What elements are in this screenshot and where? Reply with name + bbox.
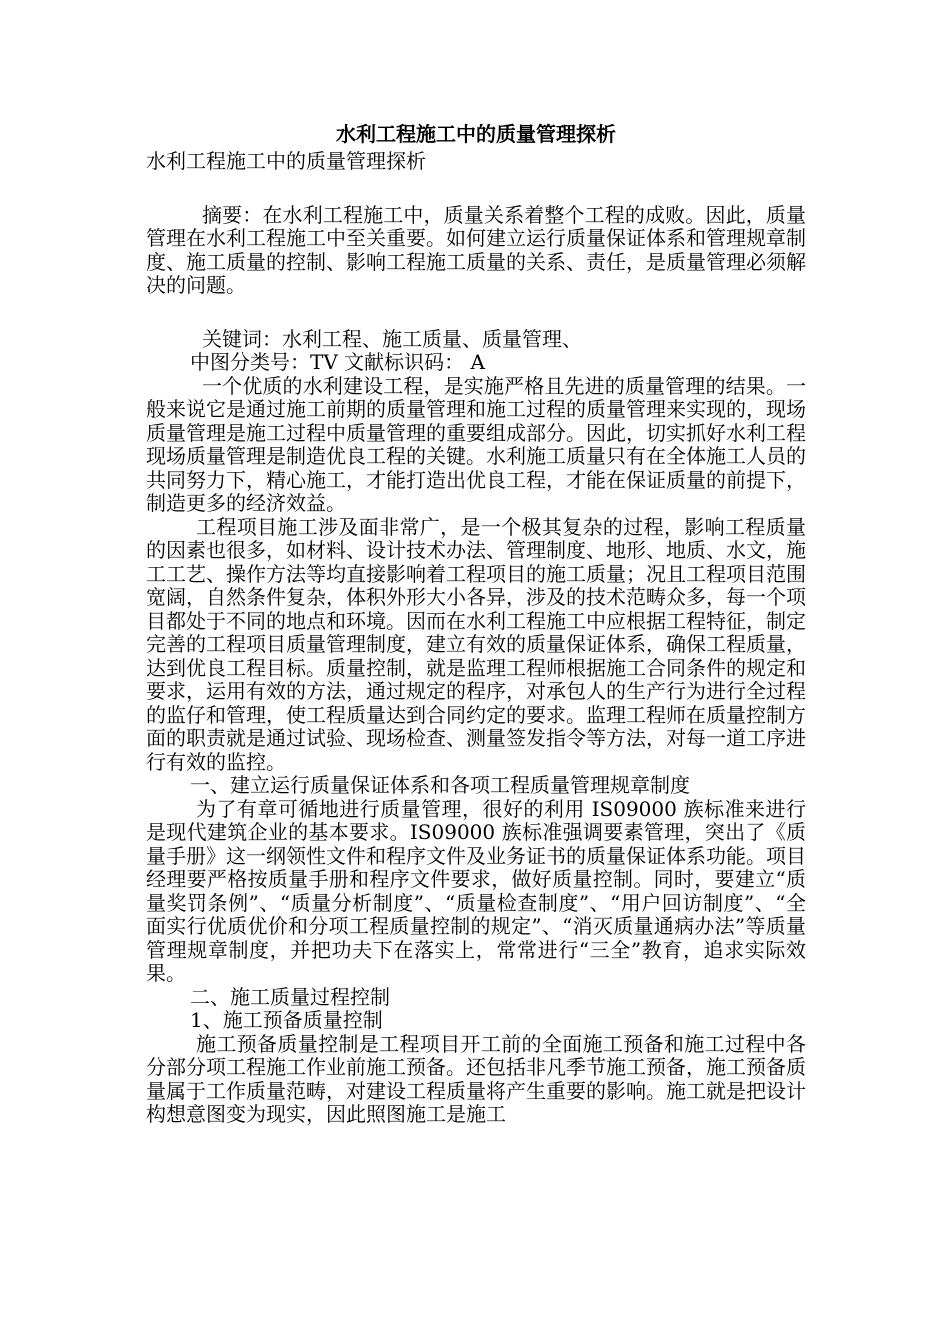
spacer [146,174,806,204]
body-paragraph: 施工预备质量控制是工程项目开工前的全面施工预备和施工过程中各分部分项工程施工作业前施工预备。还包括非凡季节施工预备，施工预备质量属于工作质量范畴，对建设工程质量将产生重要的影响。施工就是把设计构想意图变为现实，因此照图施工是施工 [146,1031,806,1126]
body-paragraph: 为了有章可循地进行质量管理，很好的利用 IS09000 族标准来进行是现代建筑企业的基本要求。IS09000 族标准强调要素管理，突出了《质量手册》这一纲领性文件和程序文件及业务证书的质量保证体系功能。项目经理要严格按质量手册和程序文件要求，做好质量控制。同时，要建立“质量奖罚条例”、“质量分析制度”、“质量检查制度”、“用户回访制度”、“全面实行优质优价和分项工程质量控制的规定”、“消灭质量通病办法”等质量管理规章制度，并把功夫下在落实上，常常进行“三全”教育，追求实际效果。 [146,796,806,985]
spacer [146,298,806,328]
classification-line: 中图分类号：TV 文献标识码： A [190,350,485,374]
body-paragraph: 工程项目施工涉及面非常广，是一个极其复杂的过程，影响工程质量的因素也很多，如材料、设计技术办法、管理制度、地形、地质、水文，施工工艺、操作方法等均直接影响着工程项目的施工质量；况且工程项目范围宽阔，自然条件复杂，体积外形大小各异，涉及的技术范畴众多，每一个项目都处于不同的地点和环境。因而在水利工程施工中应根据工程特征，制定完善的工程项目质量管理制度，建立有效的质量保证体系，确保工程质量，达到优良工程目标。质量控制，就是监理工程师根据施工合同条件的规定和要求，运用有效的方法，通过规定的程序，对承包人的生产行为进行全过程的监仔和管理，使工程质量达到合同约定的要求。监理工程师在质量控制方面的职责就是通过试验、现场检查、测量签发指令等方法，对每一道工序进行有效的监控。 [146,514,806,774]
keywords-line: 关键词：水利工程、施工质量、质量管理、 [202,326,582,351]
document-page [146,122,806,1127]
abstract-paragraph: 摘要：在水利工程施工中，质量关系着整个工程的成败。因此，质量管理在水利工程施工中至关重要。如何建立运行质量保证体系和管理规章制度、施工质量的控制、影响工程施工质量的关系、责任，是质量管理必须解决的问题。 [146,202,806,297]
subsection-heading: 1、施工预备质量控制 [190,1008,383,1032]
document-title: 水利工程施工中的质量管理探析 [336,122,616,146]
section-heading: 二、施工质量过程控制 [190,984,390,1009]
section-heading: 一、建立运行质量保证体系和各项工程质量管理规章制度 [190,773,690,797]
body-paragraph: 一个优质的水利建设工程，是实施严格且先进的质量管理的结果。一般来说它是通过施工前期的质量管理和施工过程的质量管理来实现的，现场质量管理是施工过程中质量管理的重要组成部分。因此，切实抓好水利工程现场质量管理是制造优良工程的关键。水利施工质量只有在全体施工人员的共同努力下，精心施工，才能打造出优良工程，才能在保证质量的前提下，制造更多的经济效益。 [146,373,806,515]
document-subtitle: 水利工程施工中的质量管理探析 [146,149,426,173]
